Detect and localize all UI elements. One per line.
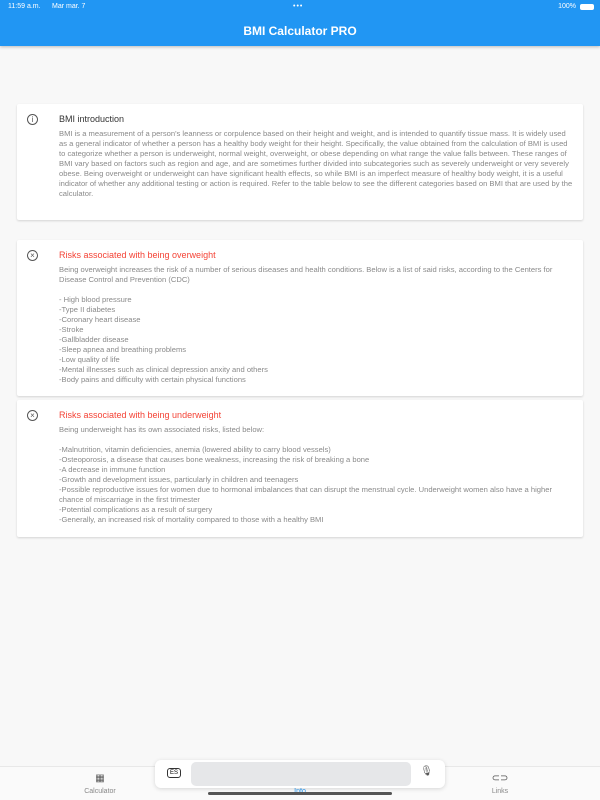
link-icon: ⊂⊃ xyxy=(491,773,509,784)
battery-icon xyxy=(580,4,594,10)
app-title: BMI Calculator PRO xyxy=(243,24,357,38)
nav-calculator[interactable] xyxy=(60,773,140,795)
card-title: BMI introduction xyxy=(59,114,125,124)
nav-links[interactable] xyxy=(460,773,540,795)
cancel-icon: × xyxy=(27,410,38,421)
card-title: Risks associated with being overweight xyxy=(59,250,216,260)
nav-label: Calculator xyxy=(84,788,116,795)
card-body: BMI is a measurement of a person's leanness or corpulence based on their height and weight, and is intended to quantify tissue mass. It is widely used as a general indicator of whether a person has a healthy body weight for their height. Specifically, the value obtained from the calculation of BMI is used to categorize whether a person is underweight, normal weight, overweight, or obese depending on what range the value falls between. These ranges of BMI vary based on factors such as region and age, and are sometimes further divided into subcategories such as severely underweight or very severely obese. Being overweight or underweight can have significant health effects, so while BMI is an imperfect measure of healthy body weight, it is a useful indicator of whether any additional testing or action is required. Refer to the table below to see the different categories based on BMI that are used by the calculator. xyxy=(59,129,573,198)
status-time: 11:59 a.m. xyxy=(8,3,41,10)
dictation-field[interactable] xyxy=(191,762,411,786)
app-bar xyxy=(0,0,600,46)
calculator-icon: ▦ xyxy=(95,773,105,784)
language-button[interactable]: ES xyxy=(167,768,181,778)
card-title: Risks associated with being underweight xyxy=(59,410,222,420)
microphone-icon[interactable]: 🎙 xyxy=(420,766,433,777)
overweight-risks-card[interactable] xyxy=(17,240,583,396)
multitask-dots-icon[interactable]: ••• xyxy=(293,3,304,10)
nav-label: Links xyxy=(491,788,509,795)
keyboard-toolbar xyxy=(155,760,445,788)
cancel-icon: × xyxy=(27,250,38,261)
bmi-intro-card[interactable] xyxy=(17,104,583,220)
underweight-risks-card[interactable] xyxy=(17,400,583,537)
home-indicator[interactable] xyxy=(208,792,392,795)
card-body: Being overweight increases the risk of a number of serious diseases and health conditions. Below is a list of said risks, according to the Centers for Disease Control and Prevention (CDC) - High blood pressure -Type II diabetes -Coronary heart disease -Stroke -Gallbladder disease -Sleep apnea and breathing problems -Low quality of life -Mental illnesses such as clinical depression anxity and others -Body pains and difficulty with certain physical functions xyxy=(59,265,553,384)
info-icon: i xyxy=(27,114,38,125)
status-date: Mar mar. 7 xyxy=(52,3,86,10)
status-battery: 100% xyxy=(558,3,576,10)
card-body: Being underweight has its own associated risks, listed below: -Malnutrition, vitamin deficiencies, anemia (lowered ability to carry blood vessels) -Osteoporosis, a disease that causes bone weakness, increasing the risk of breaking a bone -A decrease in immune function -Growth and development issues, particularly in children and teenagers -Possible reproductive issues for women due to hormonal imbalances that can disrupt the menstrual cycle. Underweight women also have a higher chance of miscarriage in the first trimester -Potential complications as a result of surgery -Generally, an increased risk of mortality compared to those with a healthy BMI xyxy=(59,425,553,524)
